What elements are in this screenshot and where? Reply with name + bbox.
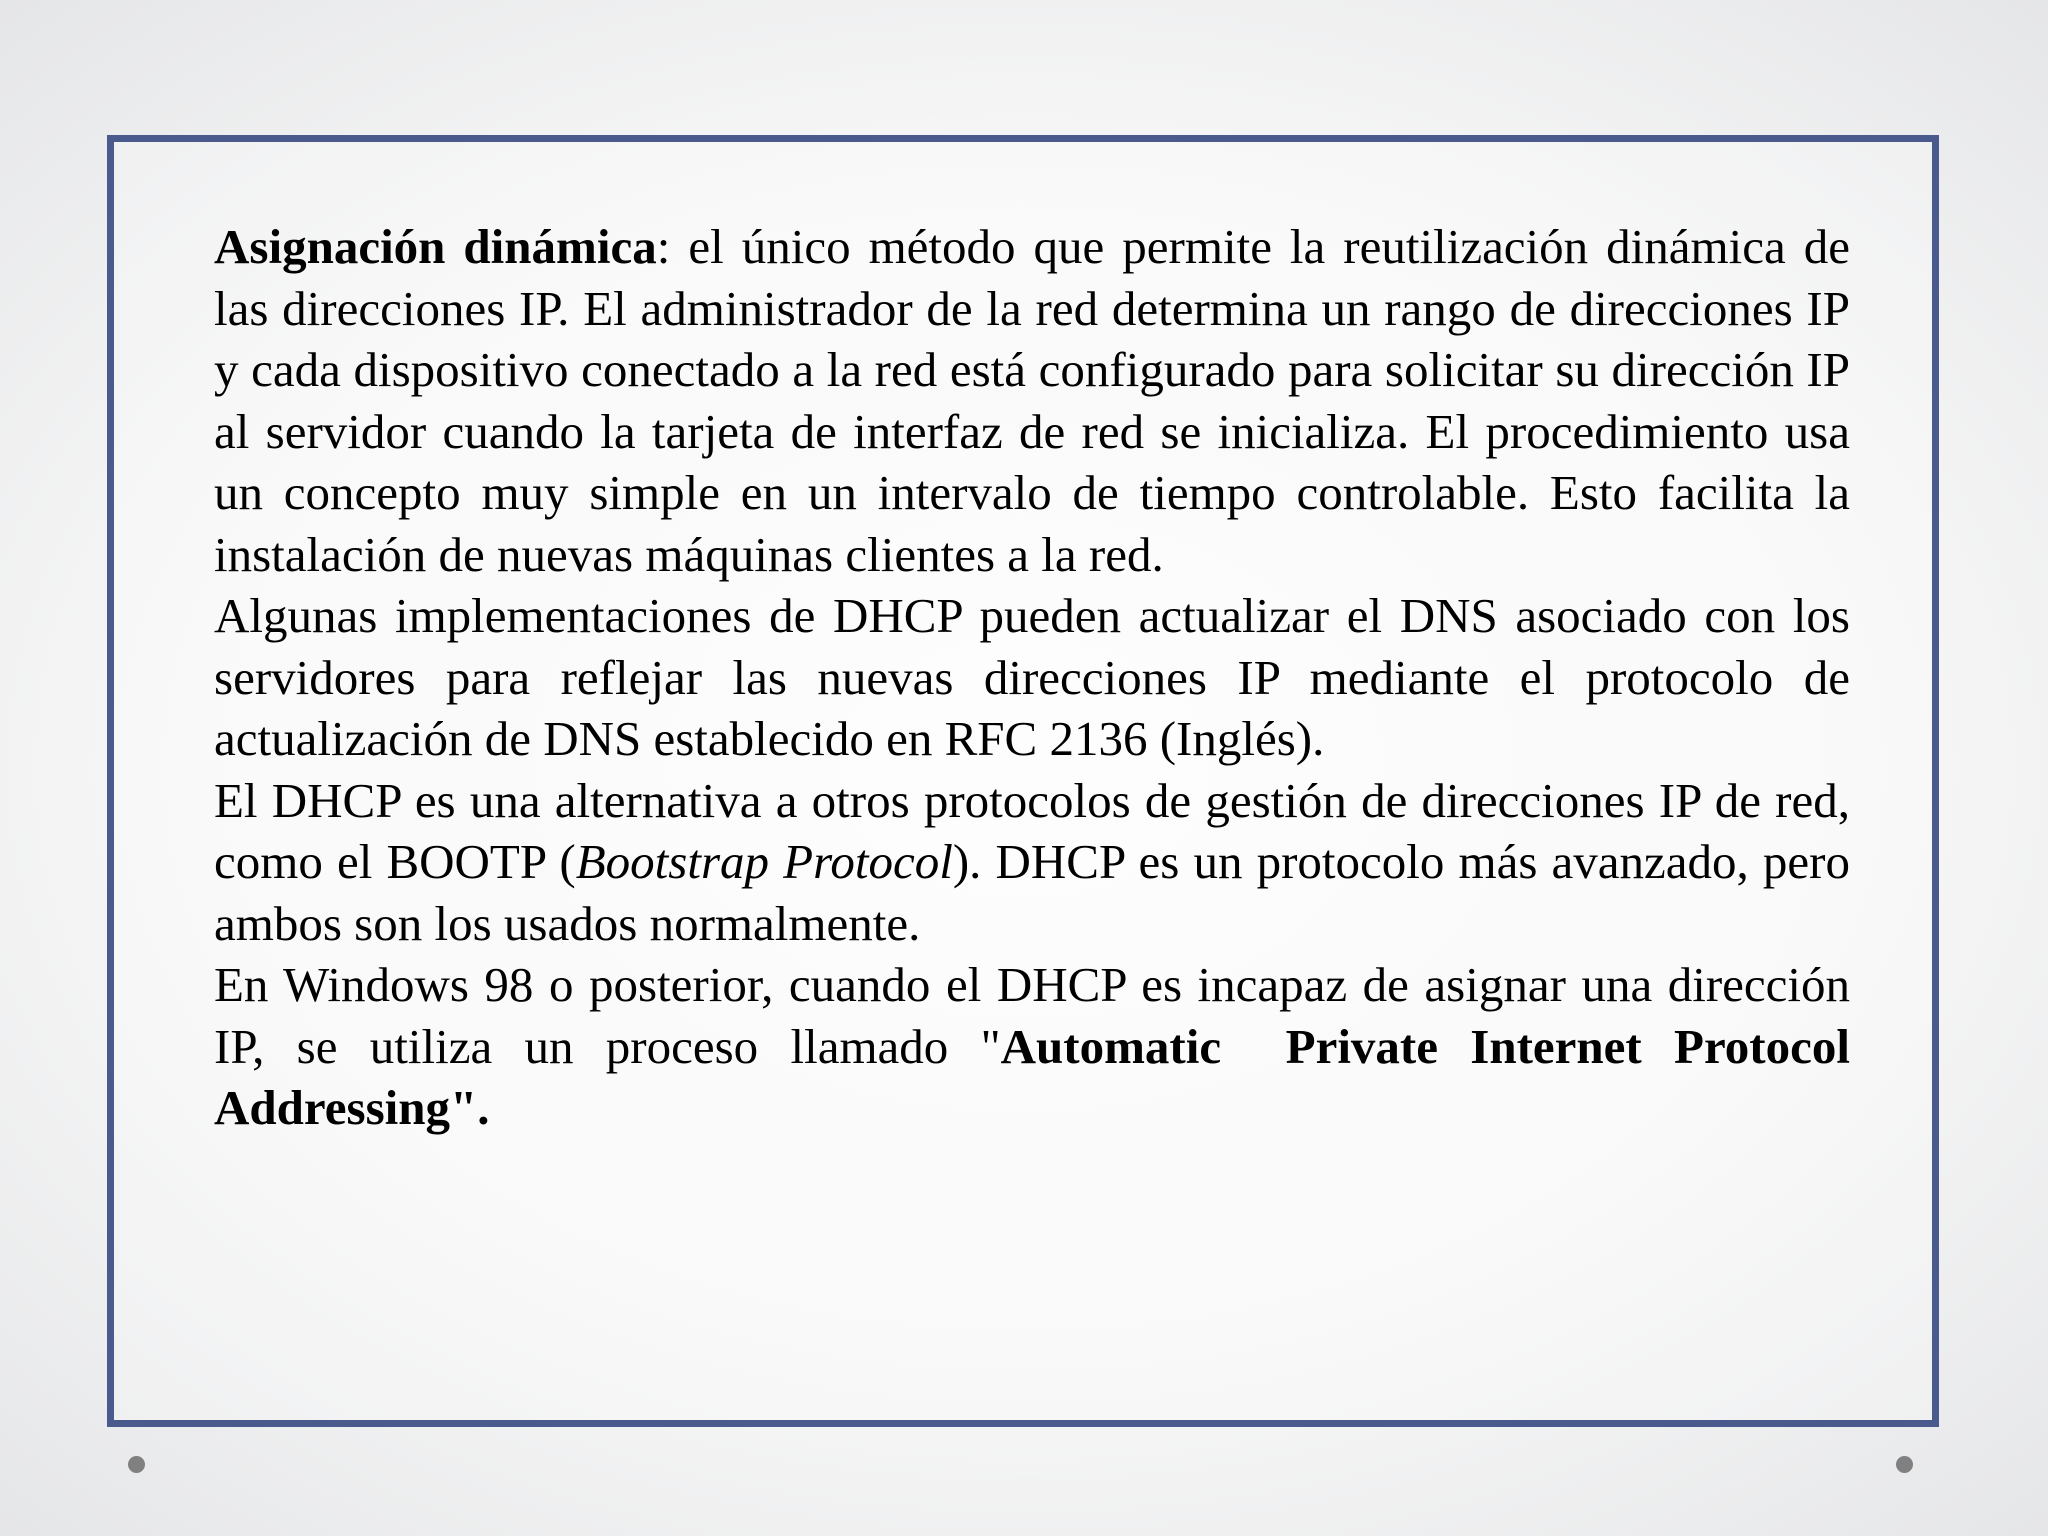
paragraph-bootp — [214, 770, 1850, 955]
paragraph-asignacion-dinamica — [214, 216, 1850, 585]
term-asignacion-dinamica: Asignación dinámica — [214, 219, 657, 274]
paragraph-bootp-text-after: ). DHCP es un protocolo más avanzado, pero ambos son los usados normalmente. — [214, 834, 1850, 951]
term-apipa: Automatic Private Internet Protocol Addressing". — [214, 1018, 1860, 1135]
paragraph-dns-update: Algunas implementaciones de DHCP pueden actualizar el DNS asociado con los servidores para reflejar las nuevas direcciones IP mediante el protocolo de actualización de DNS establecido en RFC 2136 (Inglés). — [214, 588, 1850, 766]
paragraph-apipa — [214, 954, 1860, 1139]
paragraph-bootp-text-before: El DHCP es una alternativa a otros protocolos de gestión de direcciones IP de red, como el BOOTP ( — [214, 772, 1850, 889]
decorative-dot-right — [1896, 1456, 1913, 1473]
term-bootstrap-protocol: Bootstrap Protocol — [575, 834, 953, 889]
decorative-dot-left — [128, 1456, 145, 1473]
paragraph-asignacion-dinamica-text: : el único método que permite la reutilización dinámica de las direcciones IP. El administrador de la red determina un rango de direcciones IP y cada dispositivo conectado a la red está configurado para solicitar su dirección IP al servidor cuando la tarjeta de interfaz de red se inicializa. El procedimiento usa un concepto muy simple en un intervalo de tiempo controlable. Esto facilita la instalación de nuevas máquinas clientes a la red. — [214, 219, 1851, 582]
paragraph-apipa-text: En Windows 98 o posterior, cuando el DHCP es incapaz de asignar una dirección IP, se utiliza un proceso llamado " — [214, 957, 1850, 1074]
slide-body-text — [214, 216, 1860, 1139]
